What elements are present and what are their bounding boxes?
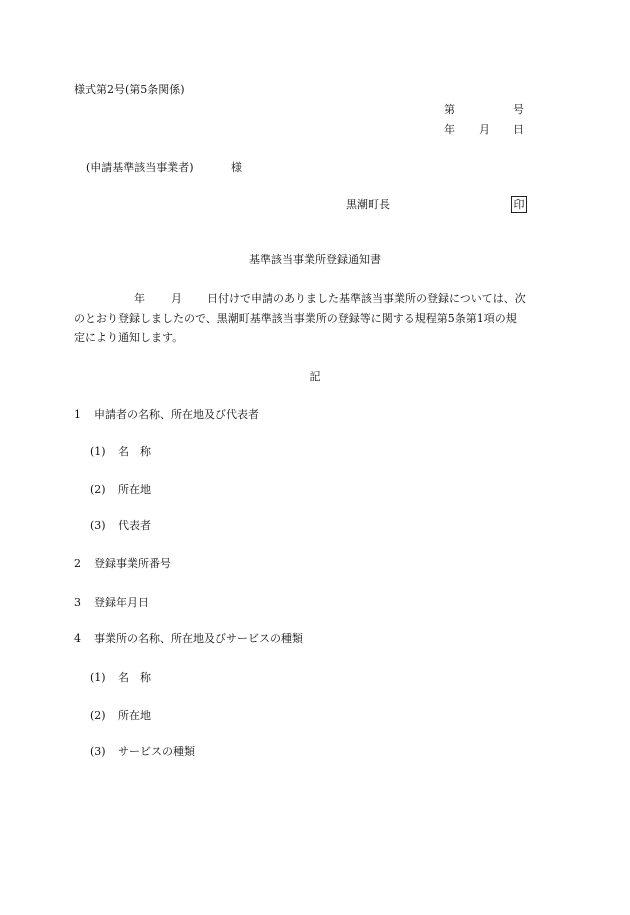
sub-item-text: 所在地 [118,483,151,496]
sub-list-item [90,710,490,724]
item-text: 申請者の名称、所在地及び代表者 [94,408,259,421]
item-text: 登録年月日 [94,596,149,609]
item-number: 3 [74,596,81,609]
date-month-label: 月 [479,123,490,136]
body-month-label: 月 [171,292,182,305]
body-paragraph-line-2: のとおり登録しましたので、黒潮町基準該当事業所の登録等に関する規程第5条第1項の規 [74,312,517,325]
sub-item-text: 名 称 [118,671,151,684]
item-number: 2 [74,557,81,570]
sub-item-number: (2) [90,483,106,496]
item-text: 登録事業所番号 [94,557,171,570]
document-title: 基準該当事業所登録通知書 [249,253,381,266]
item-number: 1 [74,408,81,421]
document-number-prefix: 第 [444,103,455,116]
sub-list-item [90,746,490,760]
body-paragraph-line-3: 定により通知します。 [74,331,184,344]
sub-list-item [90,484,490,498]
list-item [74,558,534,572]
sub-item-text: 名 称 [118,445,151,458]
sub-item-text: 代表者 [118,519,151,532]
issuer-name: 黒潮町長 [346,198,390,211]
sub-list-item [90,520,490,534]
body-line-1-text: 日付けで申請のありました基準該当事業所の登録については、次 [207,292,526,305]
sub-item-text: サービスの種類 [118,745,195,758]
sub-item-number: (3) [90,519,106,532]
item-text: 事業所の名称、所在地及びサービスの種類 [94,632,303,645]
list-item [74,633,534,647]
list-item [74,597,534,611]
item-number: 4 [74,632,81,645]
form-label: 様式第2号(第5条関係) [74,83,185,96]
body-year-label: 年 [134,292,145,305]
ki-heading: 記 [309,370,321,383]
addressee-name: (申請基準該当事業者) [86,161,194,174]
sub-list-item [90,446,490,460]
sub-item-number: (2) [90,709,106,722]
sub-item-number: (1) [90,671,106,684]
sub-list-item [90,672,490,686]
seal-stamp: 印 [511,196,527,213]
sub-item-number: (1) [90,445,106,458]
document-number-suffix: 号 [513,103,524,116]
sub-item-text: 所在地 [118,709,151,722]
sub-item-number: (3) [90,745,106,758]
date-year-label: 年 [444,123,455,136]
addressee-honorific: 様 [231,161,242,174]
date-day-label: 日 [513,123,524,136]
list-item [74,409,534,423]
